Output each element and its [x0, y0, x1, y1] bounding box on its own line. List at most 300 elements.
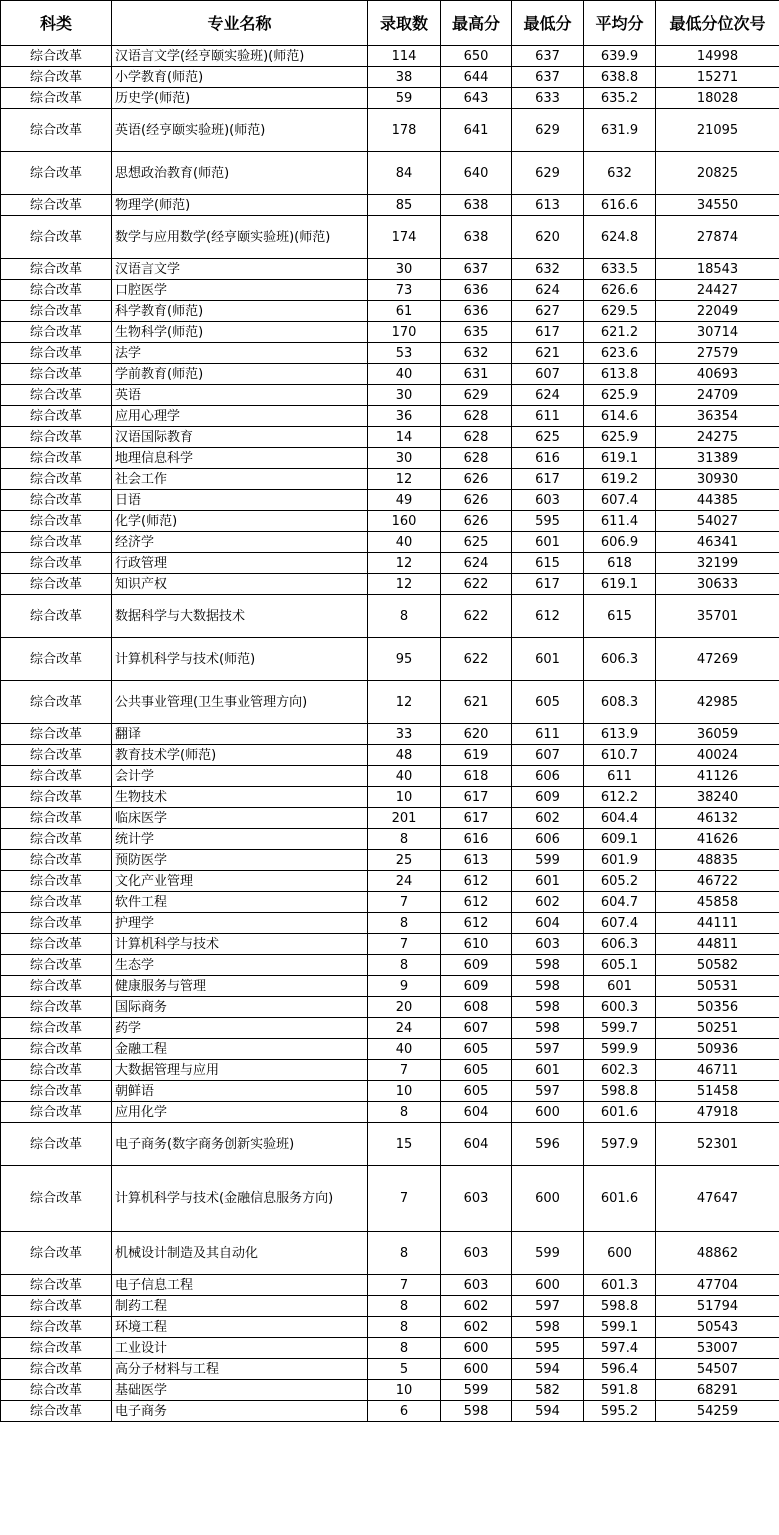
- lowest-score-cell: 597: [512, 1081, 584, 1102]
- lowest-rank-cell: 50582: [656, 955, 779, 976]
- highest-score-cell: 609: [441, 976, 512, 997]
- highest-score-cell: 603: [441, 1166, 512, 1232]
- admitted-count-cell: 8: [368, 913, 441, 934]
- admitted-count-cell: 24: [368, 1018, 441, 1039]
- category-cell: 综合改革: [1, 595, 112, 638]
- admitted-count-cell: 8: [368, 1232, 441, 1275]
- average-score-cell: 600.3: [584, 997, 656, 1018]
- category-cell: 综合改革: [1, 385, 112, 406]
- lowest-rank-cell: 54259: [656, 1401, 779, 1422]
- admitted-count-cell: 20: [368, 997, 441, 1018]
- category-cell: 综合改革: [1, 934, 112, 955]
- highest-score-cell: 607: [441, 1018, 512, 1039]
- lowest-score-cell: 612: [512, 595, 584, 638]
- lowest-rank-cell: 36059: [656, 724, 779, 745]
- major-name-cell: 国际商务: [112, 997, 368, 1018]
- lowest-rank-cell: 32199: [656, 553, 779, 574]
- highest-score-cell: 626: [441, 490, 512, 511]
- lowest-rank-cell: 21095: [656, 109, 779, 152]
- highest-score-cell: 617: [441, 808, 512, 829]
- highest-score-cell: 600: [441, 1359, 512, 1380]
- lowest-score-cell: 599: [512, 850, 584, 871]
- major-name-cell: 经济学: [112, 532, 368, 553]
- header-highest-score: 最高分: [441, 1, 512, 46]
- lowest-rank-cell: 50531: [656, 976, 779, 997]
- highest-score-cell: 629: [441, 385, 512, 406]
- lowest-rank-cell: 40693: [656, 364, 779, 385]
- average-score-cell: 632: [584, 152, 656, 195]
- major-name-cell: 生物技术: [112, 787, 368, 808]
- table-row: [1, 913, 779, 934]
- average-score-cell: 629.5: [584, 301, 656, 322]
- average-score-cell: 619.1: [584, 574, 656, 595]
- lowest-score-cell: 624: [512, 280, 584, 301]
- major-name-cell: 朝鲜语: [112, 1081, 368, 1102]
- lowest-score-cell: 602: [512, 808, 584, 829]
- highest-score-cell: 622: [441, 574, 512, 595]
- lowest-rank-cell: 22049: [656, 301, 779, 322]
- average-score-cell: 591.8: [584, 1380, 656, 1401]
- table-row: [1, 1338, 779, 1359]
- lowest-rank-cell: 18028: [656, 88, 779, 109]
- admitted-count-cell: 24: [368, 871, 441, 892]
- lowest-rank-cell: 53007: [656, 1338, 779, 1359]
- major-name-cell: 化学(师范): [112, 511, 368, 532]
- admitted-count-cell: 10: [368, 1081, 441, 1102]
- admitted-count-cell: 30: [368, 259, 441, 280]
- admitted-count-cell: 40: [368, 364, 441, 385]
- table-row: [1, 1401, 779, 1422]
- average-score-cell: 599.9: [584, 1039, 656, 1060]
- major-name-cell: 大数据管理与应用: [112, 1060, 368, 1081]
- lowest-rank-cell: 24709: [656, 385, 779, 406]
- lowest-rank-cell: 36354: [656, 406, 779, 427]
- admitted-count-cell: 84: [368, 152, 441, 195]
- table-row: [1, 301, 779, 322]
- average-score-cell: 610.7: [584, 745, 656, 766]
- category-cell: 综合改革: [1, 46, 112, 67]
- major-name-cell: 生物科学(师范): [112, 322, 368, 343]
- average-score-cell: 605.1: [584, 955, 656, 976]
- table-row: [1, 259, 779, 280]
- table-row: [1, 829, 779, 850]
- lowest-score-cell: 596: [512, 1123, 584, 1166]
- lowest-rank-cell: 20825: [656, 152, 779, 195]
- category-cell: 综合改革: [1, 1296, 112, 1317]
- lowest-score-cell: 627: [512, 301, 584, 322]
- lowest-score-cell: 597: [512, 1039, 584, 1060]
- highest-score-cell: 612: [441, 892, 512, 913]
- average-score-cell: 615: [584, 595, 656, 638]
- lowest-score-cell: 607: [512, 364, 584, 385]
- highest-score-cell: 641: [441, 109, 512, 152]
- category-cell: 综合改革: [1, 1018, 112, 1039]
- highest-score-cell: 625: [441, 532, 512, 553]
- average-score-cell: 601: [584, 976, 656, 997]
- table-row: [1, 766, 779, 787]
- table-row: [1, 490, 779, 511]
- major-name-cell: 物理学(师范): [112, 195, 368, 216]
- lowest-rank-cell: 47269: [656, 638, 779, 681]
- highest-score-cell: 640: [441, 152, 512, 195]
- admitted-count-cell: 40: [368, 532, 441, 553]
- major-name-cell: 翻译: [112, 724, 368, 745]
- average-score-cell: 613.9: [584, 724, 656, 745]
- lowest-rank-cell: 46722: [656, 871, 779, 892]
- lowest-rank-cell: 24275: [656, 427, 779, 448]
- header-major-name: 专业名称: [112, 1, 368, 46]
- table-row: [1, 892, 779, 913]
- lowest-score-cell: 621: [512, 343, 584, 364]
- category-cell: 综合改革: [1, 850, 112, 871]
- average-score-cell: 604.7: [584, 892, 656, 913]
- lowest-rank-cell: 30930: [656, 469, 779, 490]
- category-cell: 综合改革: [1, 1359, 112, 1380]
- lowest-score-cell: 601: [512, 1060, 584, 1081]
- highest-score-cell: 619: [441, 745, 512, 766]
- lowest-score-cell: 600: [512, 1166, 584, 1232]
- lowest-score-cell: 598: [512, 955, 584, 976]
- lowest-score-cell: 600: [512, 1275, 584, 1296]
- lowest-rank-cell: 38240: [656, 787, 779, 808]
- admitted-count-cell: 7: [368, 1275, 441, 1296]
- highest-score-cell: 618: [441, 766, 512, 787]
- highest-score-cell: 624: [441, 553, 512, 574]
- category-cell: 综合改革: [1, 152, 112, 195]
- admitted-count-cell: 14: [368, 427, 441, 448]
- highest-score-cell: 622: [441, 638, 512, 681]
- lowest-score-cell: 617: [512, 574, 584, 595]
- major-name-cell: 会计学: [112, 766, 368, 787]
- major-name-cell: 公共事业管理(卫生事业管理方向): [112, 681, 368, 724]
- header-lowest-rank: 最低分位次号: [656, 1, 779, 46]
- admitted-count-cell: 8: [368, 1102, 441, 1123]
- admitted-count-cell: 53: [368, 343, 441, 364]
- admitted-count-cell: 59: [368, 88, 441, 109]
- lowest-score-cell: 603: [512, 934, 584, 955]
- lowest-score-cell: 582: [512, 1380, 584, 1401]
- category-cell: 综合改革: [1, 343, 112, 364]
- lowest-score-cell: 603: [512, 490, 584, 511]
- major-name-cell: 护理学: [112, 913, 368, 934]
- average-score-cell: 618: [584, 553, 656, 574]
- major-name-cell: 计算机科学与技术(师范): [112, 638, 368, 681]
- lowest-score-cell: 617: [512, 469, 584, 490]
- admitted-count-cell: 12: [368, 553, 441, 574]
- average-score-cell: 599.1: [584, 1317, 656, 1338]
- average-score-cell: 608.3: [584, 681, 656, 724]
- major-name-cell: 日语: [112, 490, 368, 511]
- lowest-rank-cell: 54507: [656, 1359, 779, 1380]
- lowest-rank-cell: 18543: [656, 259, 779, 280]
- lowest-score-cell: 611: [512, 724, 584, 745]
- highest-score-cell: 613: [441, 850, 512, 871]
- lowest-rank-cell: 34550: [656, 195, 779, 216]
- table-row: [1, 1232, 779, 1275]
- admitted-count-cell: 6: [368, 1401, 441, 1422]
- average-score-cell: 609.1: [584, 829, 656, 850]
- admitted-count-cell: 8: [368, 1317, 441, 1338]
- average-score-cell: 611: [584, 766, 656, 787]
- admitted-count-cell: 40: [368, 766, 441, 787]
- major-name-cell: 环境工程: [112, 1317, 368, 1338]
- admitted-count-cell: 8: [368, 829, 441, 850]
- lowest-score-cell: 594: [512, 1401, 584, 1422]
- table-row: [1, 1039, 779, 1060]
- highest-score-cell: 605: [441, 1039, 512, 1060]
- table-row: [1, 808, 779, 829]
- lowest-rank-cell: 50543: [656, 1317, 779, 1338]
- average-score-cell: 638.8: [584, 67, 656, 88]
- lowest-rank-cell: 54027: [656, 511, 779, 532]
- lowest-score-cell: 616: [512, 448, 584, 469]
- highest-score-cell: 612: [441, 871, 512, 892]
- category-cell: 综合改革: [1, 976, 112, 997]
- average-score-cell: 597.4: [584, 1338, 656, 1359]
- category-cell: 综合改革: [1, 1232, 112, 1275]
- table-row: [1, 427, 779, 448]
- table-row: [1, 343, 779, 364]
- lowest-rank-cell: 42985: [656, 681, 779, 724]
- table-row: [1, 67, 779, 88]
- admitted-count-cell: 170: [368, 322, 441, 343]
- average-score-cell: 601.6: [584, 1166, 656, 1232]
- admitted-count-cell: 10: [368, 1380, 441, 1401]
- average-score-cell: 601.9: [584, 850, 656, 871]
- major-name-cell: 法学: [112, 343, 368, 364]
- table-row: [1, 1380, 779, 1401]
- category-cell: 综合改革: [1, 681, 112, 724]
- admitted-count-cell: 5: [368, 1359, 441, 1380]
- lowest-rank-cell: 47918: [656, 1102, 779, 1123]
- major-name-cell: 临床医学: [112, 808, 368, 829]
- highest-score-cell: 598: [441, 1401, 512, 1422]
- average-score-cell: 597.9: [584, 1123, 656, 1166]
- highest-score-cell: 603: [441, 1232, 512, 1275]
- table-row: [1, 280, 779, 301]
- admitted-count-cell: 49: [368, 490, 441, 511]
- table-row: [1, 638, 779, 681]
- category-cell: 综合改革: [1, 892, 112, 913]
- average-score-cell: 596.4: [584, 1359, 656, 1380]
- category-cell: 综合改革: [1, 406, 112, 427]
- major-name-cell: 英语(经亨颐实验班)(师范): [112, 109, 368, 152]
- average-score-cell: 613.8: [584, 364, 656, 385]
- highest-score-cell: 612: [441, 913, 512, 934]
- category-cell: 综合改革: [1, 216, 112, 259]
- category-cell: 综合改革: [1, 724, 112, 745]
- average-score-cell: 626.6: [584, 280, 656, 301]
- lowest-score-cell: 601: [512, 871, 584, 892]
- category-cell: 综合改革: [1, 1102, 112, 1123]
- category-cell: 综合改革: [1, 1380, 112, 1401]
- highest-score-cell: 626: [441, 469, 512, 490]
- highest-score-cell: 638: [441, 195, 512, 216]
- lowest-rank-cell: 30714: [656, 322, 779, 343]
- lowest-score-cell: 605: [512, 681, 584, 724]
- table-row: [1, 1081, 779, 1102]
- lowest-rank-cell: 46132: [656, 808, 779, 829]
- major-name-cell: 思想政治教育(师范): [112, 152, 368, 195]
- admitted-count-cell: 160: [368, 511, 441, 532]
- major-name-cell: 应用心理学: [112, 406, 368, 427]
- average-score-cell: 635.2: [584, 88, 656, 109]
- admitted-count-cell: 174: [368, 216, 441, 259]
- major-name-cell: 统计学: [112, 829, 368, 850]
- header-average-score: 平均分: [584, 1, 656, 46]
- table-row: [1, 469, 779, 490]
- average-score-cell: 631.9: [584, 109, 656, 152]
- lowest-rank-cell: 14998: [656, 46, 779, 67]
- table-row: [1, 553, 779, 574]
- category-cell: 综合改革: [1, 88, 112, 109]
- lowest-score-cell: 607: [512, 745, 584, 766]
- admitted-count-cell: 73: [368, 280, 441, 301]
- lowest-rank-cell: 15271: [656, 67, 779, 88]
- category-cell: 综合改革: [1, 322, 112, 343]
- lowest-rank-cell: 35701: [656, 595, 779, 638]
- category-cell: 综合改革: [1, 280, 112, 301]
- highest-score-cell: 600: [441, 1338, 512, 1359]
- category-cell: 综合改革: [1, 871, 112, 892]
- average-score-cell: 614.6: [584, 406, 656, 427]
- lowest-score-cell: 606: [512, 829, 584, 850]
- table-row: [1, 1102, 779, 1123]
- highest-score-cell: 605: [441, 1081, 512, 1102]
- lowest-rank-cell: 50251: [656, 1018, 779, 1039]
- average-score-cell: 604.4: [584, 808, 656, 829]
- average-score-cell: 621.2: [584, 322, 656, 343]
- major-name-cell: 计算机科学与技术: [112, 934, 368, 955]
- admitted-count-cell: 7: [368, 892, 441, 913]
- table-row: [1, 595, 779, 638]
- major-name-cell: 高分子材料与工程: [112, 1359, 368, 1380]
- category-cell: 综合改革: [1, 195, 112, 216]
- lowest-score-cell: 637: [512, 46, 584, 67]
- table-row: [1, 955, 779, 976]
- category-cell: 综合改革: [1, 913, 112, 934]
- major-name-cell: 药学: [112, 1018, 368, 1039]
- average-score-cell: 606.3: [584, 934, 656, 955]
- highest-score-cell: 628: [441, 406, 512, 427]
- major-name-cell: 电子信息工程: [112, 1275, 368, 1296]
- category-cell: 综合改革: [1, 532, 112, 553]
- lowest-score-cell: 613: [512, 195, 584, 216]
- highest-score-cell: 617: [441, 787, 512, 808]
- table-row: [1, 406, 779, 427]
- highest-score-cell: 605: [441, 1060, 512, 1081]
- lowest-rank-cell: 48862: [656, 1232, 779, 1275]
- highest-score-cell: 628: [441, 448, 512, 469]
- category-cell: 综合改革: [1, 553, 112, 574]
- lowest-score-cell: 620: [512, 216, 584, 259]
- major-name-cell: 健康服务与管理: [112, 976, 368, 997]
- average-score-cell: 607.4: [584, 913, 656, 934]
- major-name-cell: 软件工程: [112, 892, 368, 913]
- lowest-score-cell: 598: [512, 997, 584, 1018]
- average-score-cell: 625.9: [584, 427, 656, 448]
- lowest-score-cell: 609: [512, 787, 584, 808]
- highest-score-cell: 599: [441, 1380, 512, 1401]
- lowest-rank-cell: 50356: [656, 997, 779, 1018]
- lowest-score-cell: 601: [512, 638, 584, 681]
- admitted-count-cell: 12: [368, 574, 441, 595]
- category-cell: 综合改革: [1, 301, 112, 322]
- major-name-cell: 电子商务: [112, 1401, 368, 1422]
- highest-score-cell: 631: [441, 364, 512, 385]
- lowest-rank-cell: 27874: [656, 216, 779, 259]
- table-row: [1, 1060, 779, 1081]
- admitted-count-cell: 201: [368, 808, 441, 829]
- table-row: [1, 322, 779, 343]
- highest-score-cell: 626: [441, 511, 512, 532]
- category-cell: 综合改革: [1, 574, 112, 595]
- highest-score-cell: 604: [441, 1123, 512, 1166]
- category-cell: 综合改革: [1, 1401, 112, 1422]
- highest-score-cell: 602: [441, 1317, 512, 1338]
- lowest-score-cell: 595: [512, 511, 584, 532]
- major-name-cell: 历史学(师范): [112, 88, 368, 109]
- table-row: [1, 448, 779, 469]
- lowest-rank-cell: 44111: [656, 913, 779, 934]
- category-cell: 综合改革: [1, 1081, 112, 1102]
- lowest-score-cell: 597: [512, 1296, 584, 1317]
- average-score-cell: 606.3: [584, 638, 656, 681]
- average-score-cell: 612.2: [584, 787, 656, 808]
- major-name-cell: 文化产业管理: [112, 871, 368, 892]
- lowest-rank-cell: 44811: [656, 934, 779, 955]
- admitted-count-cell: 40: [368, 1039, 441, 1060]
- lowest-rank-cell: 51458: [656, 1081, 779, 1102]
- table-row: [1, 216, 779, 259]
- highest-score-cell: 604: [441, 1102, 512, 1123]
- table-row: [1, 109, 779, 152]
- admitted-count-cell: 7: [368, 934, 441, 955]
- highest-score-cell: 609: [441, 955, 512, 976]
- category-cell: 综合改革: [1, 787, 112, 808]
- table-row: [1, 976, 779, 997]
- lowest-score-cell: 632: [512, 259, 584, 280]
- highest-score-cell: 638: [441, 216, 512, 259]
- average-score-cell: 607.4: [584, 490, 656, 511]
- lowest-score-cell: 598: [512, 1018, 584, 1039]
- admitted-count-cell: 10: [368, 787, 441, 808]
- category-cell: 综合改革: [1, 427, 112, 448]
- admitted-count-cell: 85: [368, 195, 441, 216]
- admitted-count-cell: 30: [368, 385, 441, 406]
- major-name-cell: 数据科学与大数据技术: [112, 595, 368, 638]
- table-body: [1, 46, 779, 1422]
- lowest-rank-cell: 41126: [656, 766, 779, 787]
- admitted-count-cell: 12: [368, 681, 441, 724]
- average-score-cell: 599.7: [584, 1018, 656, 1039]
- major-name-cell: 地理信息科学: [112, 448, 368, 469]
- major-name-cell: 计算机科学与技术(金融信息服务方向): [112, 1166, 368, 1232]
- lowest-score-cell: 611: [512, 406, 584, 427]
- average-score-cell: 600: [584, 1232, 656, 1275]
- highest-score-cell: 608: [441, 997, 512, 1018]
- table-row: [1, 152, 779, 195]
- major-name-cell: 小学教育(师范): [112, 67, 368, 88]
- average-score-cell: 605.2: [584, 871, 656, 892]
- major-name-cell: 生态学: [112, 955, 368, 976]
- table-row: [1, 1123, 779, 1166]
- highest-score-cell: 616: [441, 829, 512, 850]
- table-row: [1, 1275, 779, 1296]
- lowest-score-cell: 629: [512, 152, 584, 195]
- lowest-score-cell: 625: [512, 427, 584, 448]
- table-row: [1, 511, 779, 532]
